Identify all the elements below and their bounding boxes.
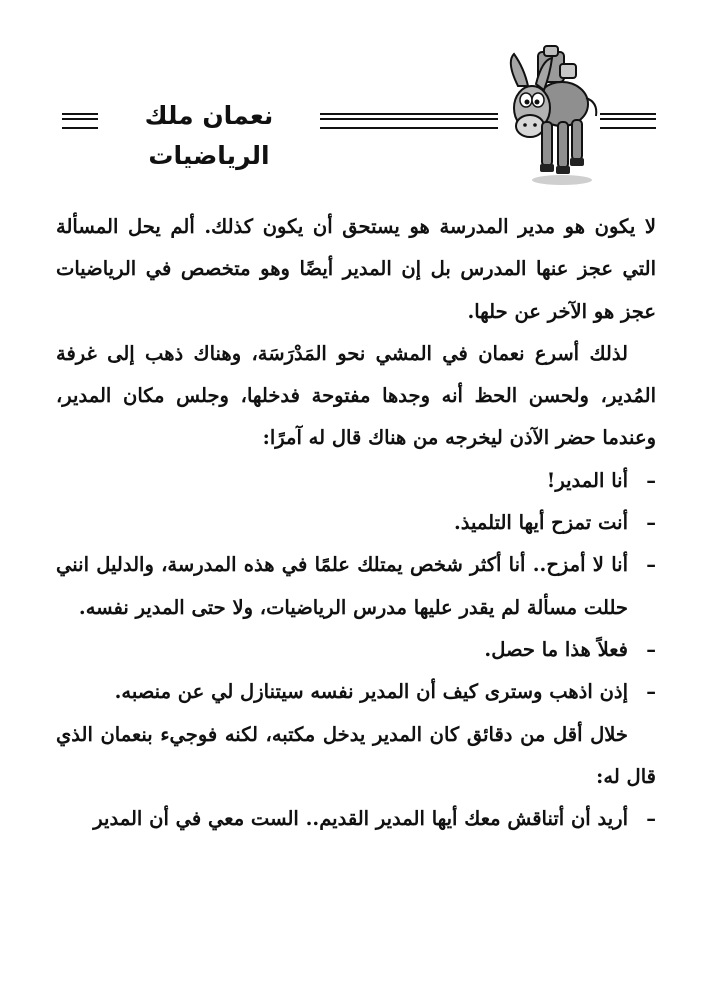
paragraph-2: لذلك أسرع نعمان في المشي نحو المَدْرَسَة، وهناك ذهب إلى غرفة المُدير، ولحسن الحظ أنه وجدها مفتوحة فدخلها، وجلس مكان المدير، وعندما حضر الآذن ليخرجه من هناك قال له آمرًا: bbox=[56, 341, 656, 450]
dialogue-line-2 bbox=[56, 502, 656, 544]
chapter-header bbox=[0, 0, 720, 200]
dialogue-line-5 bbox=[56, 671, 656, 713]
dialogue-dash: – bbox=[646, 511, 656, 535]
dialogue-dash: – bbox=[646, 553, 656, 577]
dialogue-text: أريد أن أتناقش معك أيها المدير القديم.. الست معي في أن المدير bbox=[93, 807, 628, 831]
dialogue-text: أنا المدير! bbox=[546, 468, 628, 492]
dialogue-line-1 bbox=[56, 460, 656, 502]
dialogue-text: أنا لا أمزح.. أنا أكثر شخص يمتلك علمًا في هذه المدرسة، والدليل انني حللت مسألة لم يقدر عليها مدرس الرياضيات، ولا حتى المدير نفسه. bbox=[56, 553, 628, 619]
dialogue-text: فعلاً هذا ما حصل. bbox=[484, 637, 628, 661]
dialogue-dash: – bbox=[646, 637, 656, 661]
header-rule-middle bbox=[320, 113, 498, 129]
paragraph-3: خلال أقل من دقائق كان المدير يدخل مكتبه، لكنه فوجيء بنعمان الذي قال له: bbox=[56, 722, 656, 788]
dialogue-line-3 bbox=[56, 544, 656, 629]
dialogue-text: إذن اذهب وسترى كيف أن المدير نفسه سيتنازل لي عن منصبه. bbox=[114, 680, 628, 704]
dialogue-line-4 bbox=[56, 629, 656, 671]
dialogue-dash: – bbox=[646, 807, 656, 831]
header-rule-left bbox=[62, 113, 98, 129]
header-rule-right bbox=[600, 113, 656, 129]
chapter-title: نعمان ملك الرياضيات bbox=[144, 101, 274, 170]
paragraph-1: لا يكون هو مدير المدرسة هو يستحق أن يكون كذلك. ألم يحل المسألة التي عجز عنها المدرس بل إن المدير أيضًا وهو متخصص في الرياضيات عجز هو الآخر عن حلها. bbox=[56, 215, 656, 323]
dialogue-dash: – bbox=[646, 468, 656, 492]
page-body bbox=[56, 206, 656, 840]
dialogue-text: أنت تمزح أيها التلميذ. bbox=[453, 511, 628, 535]
dialogue-dash: – bbox=[646, 680, 656, 704]
dialogue-line-6 bbox=[56, 798, 656, 840]
donkey-mascot-icon bbox=[500, 42, 605, 192]
